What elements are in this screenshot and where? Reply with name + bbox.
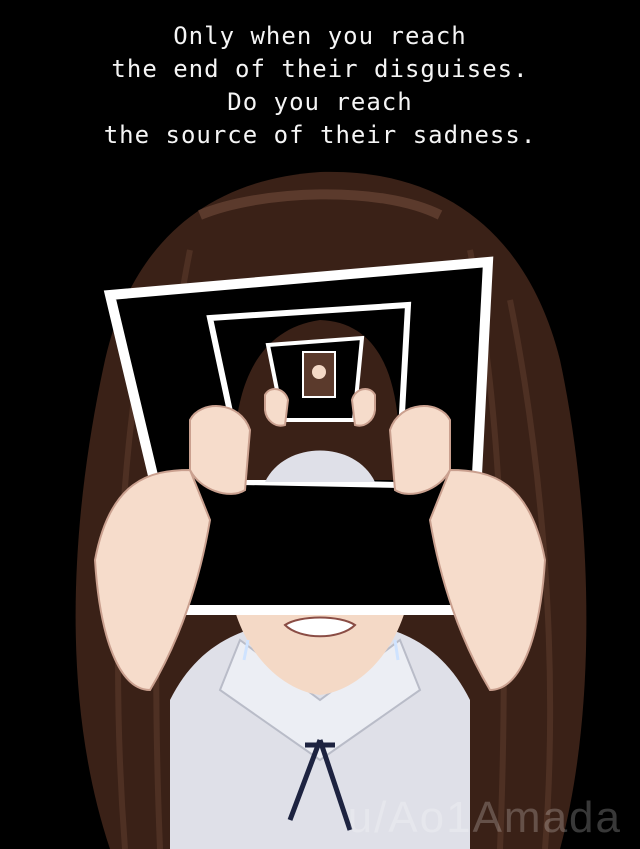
- watermark: u/Ao1Amada: [347, 793, 622, 842]
- quote-line: Do you reach: [227, 88, 413, 116]
- face-tiny: [312, 365, 326, 379]
- quote-line: the source of their sadness.: [103, 121, 537, 149]
- quote-line: Only when you reach: [173, 22, 467, 50]
- quote-line: the end of their disguises.: [111, 55, 529, 83]
